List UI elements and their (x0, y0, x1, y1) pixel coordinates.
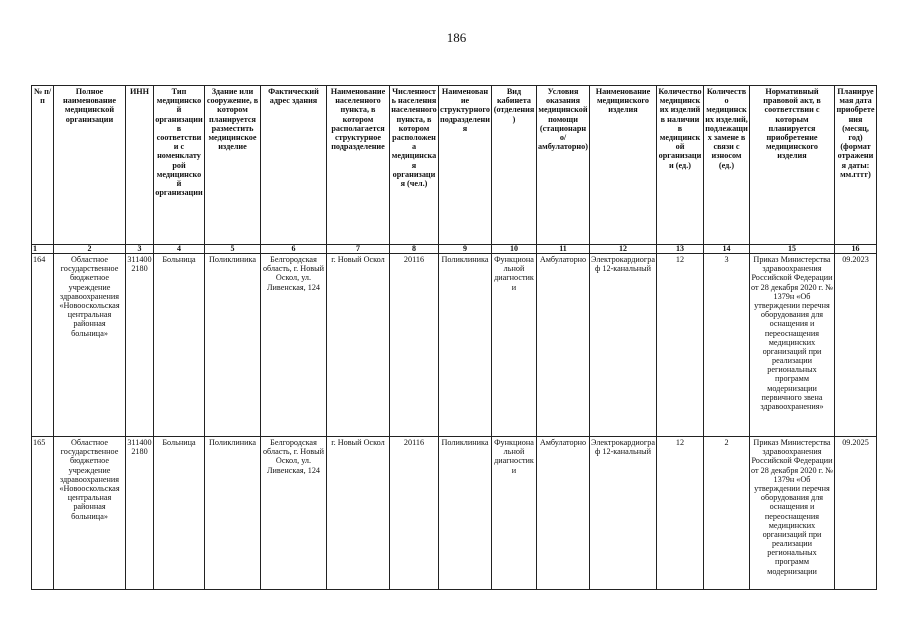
cell-building: Поликлиника (205, 254, 261, 437)
cell-cabinet: Функциональной диагностики (492, 254, 537, 437)
header-cell-population: Численность населения населенного пункта, в котором расположена медицинская организация (чел.) (390, 86, 439, 245)
header-cell-device: Наименование медицинского изделия (590, 86, 657, 245)
header-cell-inn: ИНН (126, 86, 154, 245)
cell-device: Электрокардиограф 12-канальный (590, 254, 657, 437)
cell-settlement: г. Новый Оскол (327, 254, 390, 437)
column-number: 14 (704, 245, 750, 254)
cell-inn: 3114002180 (126, 254, 154, 437)
cell-cabinet: Функциональной диагностики (492, 437, 537, 590)
column-number: 13 (657, 245, 704, 254)
column-number: 15 (750, 245, 835, 254)
cell-legal-act: Приказ Министерства здравоохранения Российской Федерации от 28 декабря 2020 г. № 1379н «Об утверждении перечня оборудования для оснащения и переоснащения медицинских организаций при реализации региональных программ модернизации первичного звена здравоохранения» (750, 254, 835, 437)
column-number: 4 (154, 245, 205, 254)
column-number: 16 (835, 245, 877, 254)
cell-qty-available: 12 (657, 437, 704, 590)
column-number: 12 (590, 245, 657, 254)
header-cell-num: № п/п (32, 86, 54, 245)
cell-qty-replace: 2 (704, 437, 750, 590)
cell-qty-replace: 3 (704, 254, 750, 437)
table-row (32, 254, 877, 437)
header-cell-date: Планируемая дата приобретения (месяц, год) (формат отражения даты: мм.гггг) (835, 86, 877, 245)
header-cell-legal-act: Нормативный правовой акт, в соответствии с которым планируется приобретение медицинского изделия (750, 86, 835, 245)
cell-building: Поликлиника (205, 437, 261, 590)
cell-num: 164 (32, 254, 54, 437)
equipment-register-table (31, 85, 877, 590)
cell-subdivision: Поликлиника (439, 254, 492, 437)
column-number: 6 (261, 245, 327, 254)
header-cell-cabinet: Вид кабинета (отделения) (492, 86, 537, 245)
cell-org-type: Больница (154, 437, 205, 590)
header-cell-address: Фактический адрес здания (261, 86, 327, 245)
column-number: 7 (327, 245, 390, 254)
cell-org-type: Больница (154, 254, 205, 437)
column-number: 10 (492, 245, 537, 254)
header-cell-org-name: Полное наименование медицинской организации (54, 86, 126, 245)
column-number: 2 (54, 245, 126, 254)
header-cell-org-type: Тип медицинской организации в соответствии с номенклатурой медицинской организации (154, 86, 205, 245)
column-number: 5 (205, 245, 261, 254)
cell-address: Белгородская область, г. Новый Оскол, ул. Ливенская, 124 (261, 254, 327, 437)
column-number: 8 (390, 245, 439, 254)
cell-date: 09.2025 (835, 437, 877, 590)
header-row (32, 86, 877, 245)
cell-conditions: Амбулаторно (537, 437, 590, 590)
column-number: 3 (126, 245, 154, 254)
cell-qty-available: 12 (657, 254, 704, 437)
cell-org-name: Областное государственное бюджетное учреждение здравоохранения «Новооскольская центральная районная больница» (54, 254, 126, 437)
header-cell-subdivision: Наименование структурного подразделения (439, 86, 492, 245)
header-cell-conditions: Условия оказания медицинской помощи (стационарно/амбулаторно) (537, 86, 590, 245)
cell-legal-act: Приказ Министерства здравоохранения Российской Федерации от 28 декабря 2020 г. № 1379н «Об утверждении перечня оборудования для оснащения и переоснащения медицинских организаций при реализации региональных программ модернизации (750, 437, 835, 590)
cell-inn: 3114002180 (126, 437, 154, 590)
column-number: 1 (32, 245, 54, 254)
cell-population: 20116 (390, 437, 439, 590)
header-cell-qty-available: Количество медицинских изделий в наличии в медицинской организации (ед.) (657, 86, 704, 245)
header-cell-qty-replace: Количество медицинских изделий, подлежащих замене в связи с износом (ед.) (704, 86, 750, 245)
column-number: 11 (537, 245, 590, 254)
cell-num: 165 (32, 437, 54, 590)
cell-population: 20116 (390, 254, 439, 437)
cell-date: 09.2023 (835, 254, 877, 437)
cell-address: Белгородская область, г. Новый Оскол, ул. Ливенская, 124 (261, 437, 327, 590)
page-number: 186 (446, 30, 467, 45)
cell-device: Электрокардиограф 12-канальный (590, 437, 657, 590)
header-cell-building: Здание или сооружение, в котором планируется разместить медицинское изделие (205, 86, 261, 245)
column-number: 9 (439, 245, 492, 254)
cell-conditions: Амбулаторно (537, 254, 590, 437)
header-cell-settlement: Наименование населенного пункта, в котором располагается структурное подразделение (327, 86, 390, 245)
cell-org-name: Областное государственное бюджетное учреждение здравоохранения «Новооскольская центральная районная больница» (54, 437, 126, 590)
table-row (32, 437, 877, 590)
cell-subdivision: Поликлиника (439, 437, 492, 590)
cell-settlement: г. Новый Оскол (327, 437, 390, 590)
column-number-row (32, 245, 877, 254)
